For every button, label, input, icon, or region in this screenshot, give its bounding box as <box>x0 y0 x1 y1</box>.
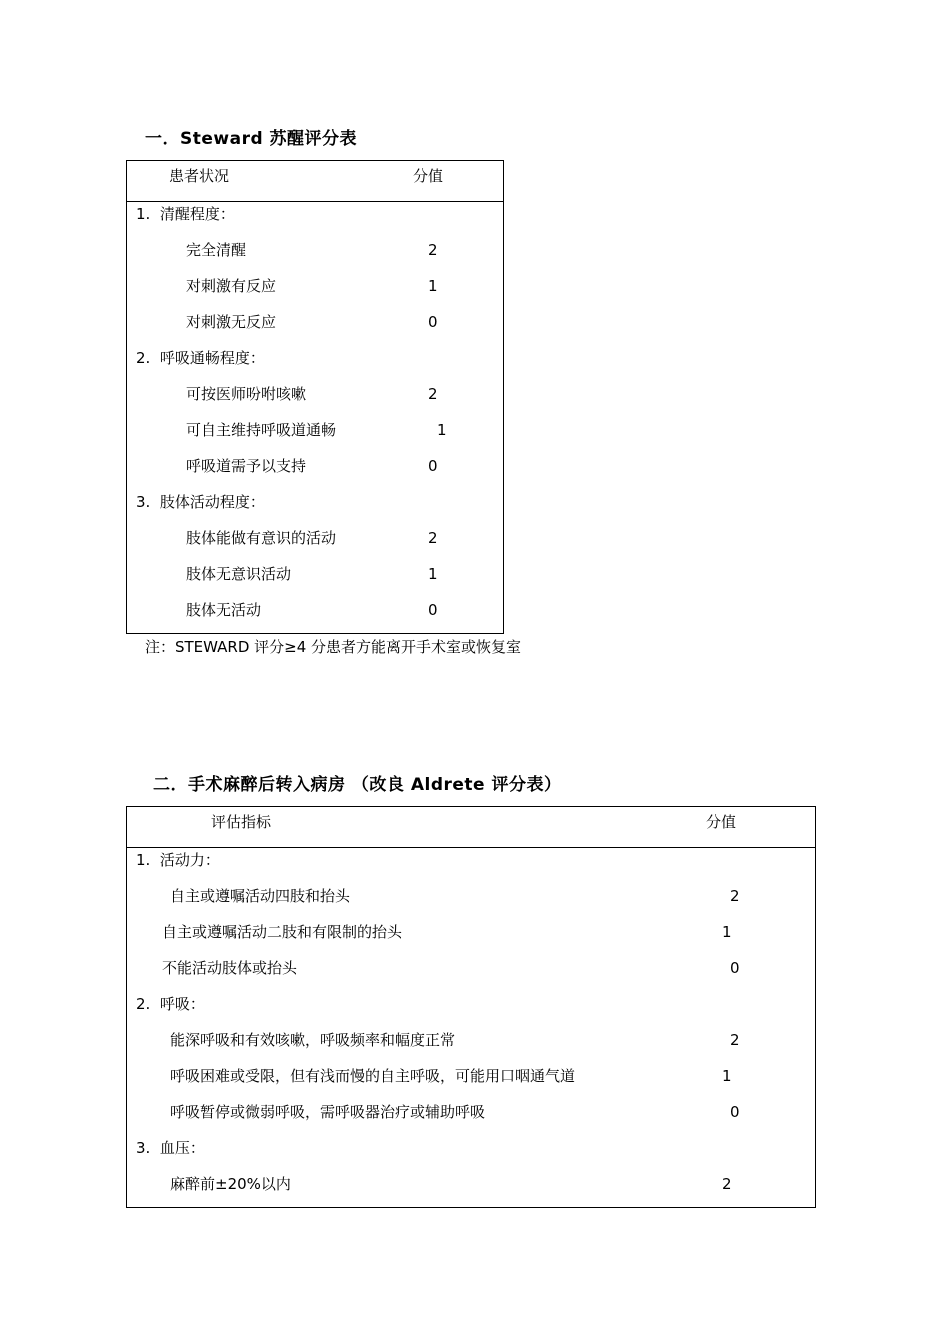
item-score: 0 <box>730 959 740 977</box>
item-score: 2 <box>428 385 438 403</box>
category-label: 1. 活动力： <box>136 851 220 869</box>
category-label: 3. 血压： <box>136 1139 205 1157</box>
item-label: 自主或遵嘱活动二肢和有限制的抬头 <box>162 923 403 941</box>
steward-score-table <box>126 160 504 634</box>
item-score: 1 <box>437 421 447 439</box>
table-header <box>127 807 815 848</box>
item-label: 麻醉前±20%以内 <box>170 1175 291 1193</box>
item-label: 自主或遵嘱活动四肢和抬头 <box>170 887 351 905</box>
item-label: 对刺激无反应 <box>186 313 277 331</box>
category-label: 2. 呼吸通畅程度： <box>136 349 265 367</box>
category-label: 3. 肢体活动程度： <box>136 493 265 511</box>
item-label: 呼吸道需予以支持 <box>186 457 307 475</box>
item-label: 肢体无活动 <box>186 601 262 619</box>
item-score: 0 <box>730 1103 740 1121</box>
item-label: 呼吸困难或受限，但有浅而慢的自主呼吸，可能用口咽通气道 <box>170 1067 576 1085</box>
steward-note: 注：STEWARD 评分≥4 分患者方能离开手术室或恢复室 <box>145 638 522 656</box>
section2-title: 二．手术麻醉后转入病房 （改良 Aldrete 评分表） <box>153 775 562 795</box>
header-condition: 患者状况 <box>169 167 230 185</box>
item-label: 完全清醒 <box>186 241 247 259</box>
item-label: 肢体无意识活动 <box>186 565 292 583</box>
item-label: 可自主维持呼吸道通畅 <box>186 421 337 439</box>
item-score: 1 <box>428 277 438 295</box>
section1-title: 一．Steward 苏醒评分表 <box>145 129 358 149</box>
category-label: 1. 清醒程度： <box>136 205 235 223</box>
aldrete-score-table <box>126 806 816 1208</box>
header-indicator: 评估指标 <box>211 813 272 831</box>
item-score: 2 <box>428 241 438 259</box>
item-label: 可按医师吩咐咳嗽 <box>186 385 307 403</box>
category-label: 2. 呼吸： <box>136 995 205 1013</box>
table-header <box>127 161 503 202</box>
item-score: 1 <box>428 565 438 583</box>
item-score: 2 <box>730 1031 740 1049</box>
item-label: 能深呼吸和有效咳嗽，呼吸频率和幅度正常 <box>170 1031 456 1049</box>
item-score: 0 <box>428 313 438 331</box>
item-label: 肢体能做有意识的活动 <box>186 529 337 547</box>
item-score: 2 <box>730 887 740 905</box>
item-label: 呼吸暂停或微弱呼吸，需呼吸器治疗或辅助呼吸 <box>170 1103 486 1121</box>
item-label: 对刺激有反应 <box>186 277 277 295</box>
item-score: 0 <box>428 457 438 475</box>
item-score: 2 <box>722 1175 732 1193</box>
item-score: 0 <box>428 601 438 619</box>
header-score: 分值 <box>413 167 444 185</box>
item-label: 不能活动肢体或抬头 <box>162 959 298 977</box>
item-score: 2 <box>428 529 438 547</box>
item-score: 1 <box>722 1067 732 1085</box>
item-score: 1 <box>722 923 732 941</box>
header-score: 分值 <box>706 813 737 831</box>
